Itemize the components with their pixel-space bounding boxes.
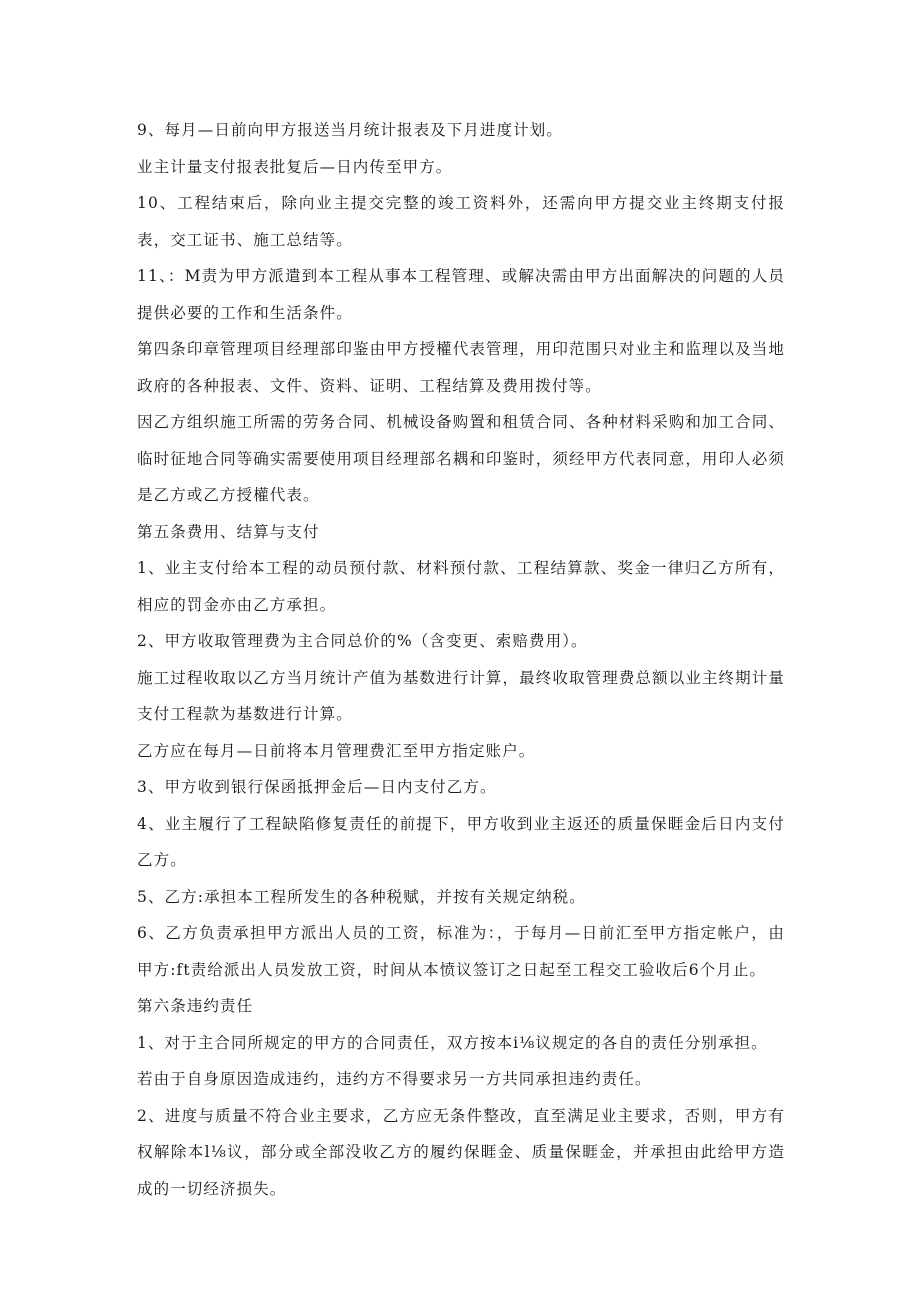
heading-article-5: 第五条费用、结算与支付 — [137, 522, 320, 541]
paragraph-9-monthly-report: 9、每月—日前向甲方报送当月统计报表及下月进度计划。 — [137, 121, 563, 139]
paragraph-10-completion: 10、工程结束后，除向业主提交完整的竣工资料外，还需向甲方提交业主终期支付报表，交工证书、施工总结等。 — [137, 194, 785, 249]
paragraph-11-working-conditions: 11、：M责为甲方派遣到本工程从事本工程管理、或解决需由甲方出面解决的问题的人员提供必要的工作和生活条件。 — [137, 267, 785, 322]
paragraph-own-breach: 若由于自身原因造成违约，违约方不得要求另一方共同承担违约责任。 — [137, 1070, 652, 1088]
paragraph-6-2-termination: 2、进度与质量不符合业主要求，乙方应无条件整改，直至满足业主要求，否则，甲方有权解除本l⅛议，部分或全部没收乙方的履约保睚金、质量保睚金，并承担由此给甲方造成的一切经济损失。 — [137, 1106, 785, 1198]
paragraph-fee-calculation: 施工过程收取以乙方当月统计产值为基数进行计算，最终收取管理费总额以业主终期计量支付工程款为基数进行计算。 — [137, 668, 785, 723]
heading-article-6: 第六条违约责任 — [137, 997, 254, 1015]
paragraph-5-4-retention: 4、业主履行了工程缺陷修复责任的前提下，甲方收到业主返还的质量保睚金后日内支付乙方。 — [137, 814, 785, 869]
paragraph-5-5-taxes: 5、乙方:承担本工程所发生的各种税赋，并按有关规定纳税。 — [137, 887, 586, 906]
paragraph-payment-approval: 业主计量支付报表批复后—日内传至甲方。 — [137, 157, 453, 176]
paragraph-5-3-guarantee: 3、甲方收到银行保函抵押金后—日内支付乙方。 — [137, 778, 497, 796]
paragraph-5-1-advance-payments: 1、业主支付给本工程的动员预付款、材料预付款、工程结算款、奖金一律归乙方所有，相应的罚金亦由乙方承担。 — [137, 559, 785, 614]
paragraph-5-6-wages: 6、乙方负责承担甲方派出人员的工资，标准为：，于每月—日前汇至甲方指定帐户，由甲方:ft责给派出人员发放工资，时间从本愤议签订之日起至工程交工验收后6个月止。 — [137, 924, 785, 979]
paragraph-6-1-responsibility: 1、对于主合同所规定的甲方的合同责任，双方按本i⅛议规定的各自的责任分别承担。 — [137, 1033, 768, 1052]
paragraph-fee-remittance: 乙方应在每月—日前将本月管理费汇至甲方指定账户。 — [137, 741, 536, 760]
document-body — [137, 112, 785, 1207]
paragraph-5-2-management-fee: 2、甲方收取管理费为主合同总价的%（含变更、索赔费用）。 — [137, 632, 588, 650]
paragraph-article-4-seal: 第四条印章管理项目经理部印鉴由甲方授權代表管理，用印范围只对业主和监理以及当地政府的各种报表、文件、资料、证明、工程结算及费用拨付等。 — [137, 340, 785, 395]
paragraph-seal-usage: 因乙方组织施工所需的劳务合同、机械设备购置和租赁合同、各种材料采购和加工合同、临时征地合同等确实需要使用项目经理部名耦和印鉴时，须经甲方代表同意，用印人必须是乙方或乙方授權代表。 — [137, 413, 785, 504]
